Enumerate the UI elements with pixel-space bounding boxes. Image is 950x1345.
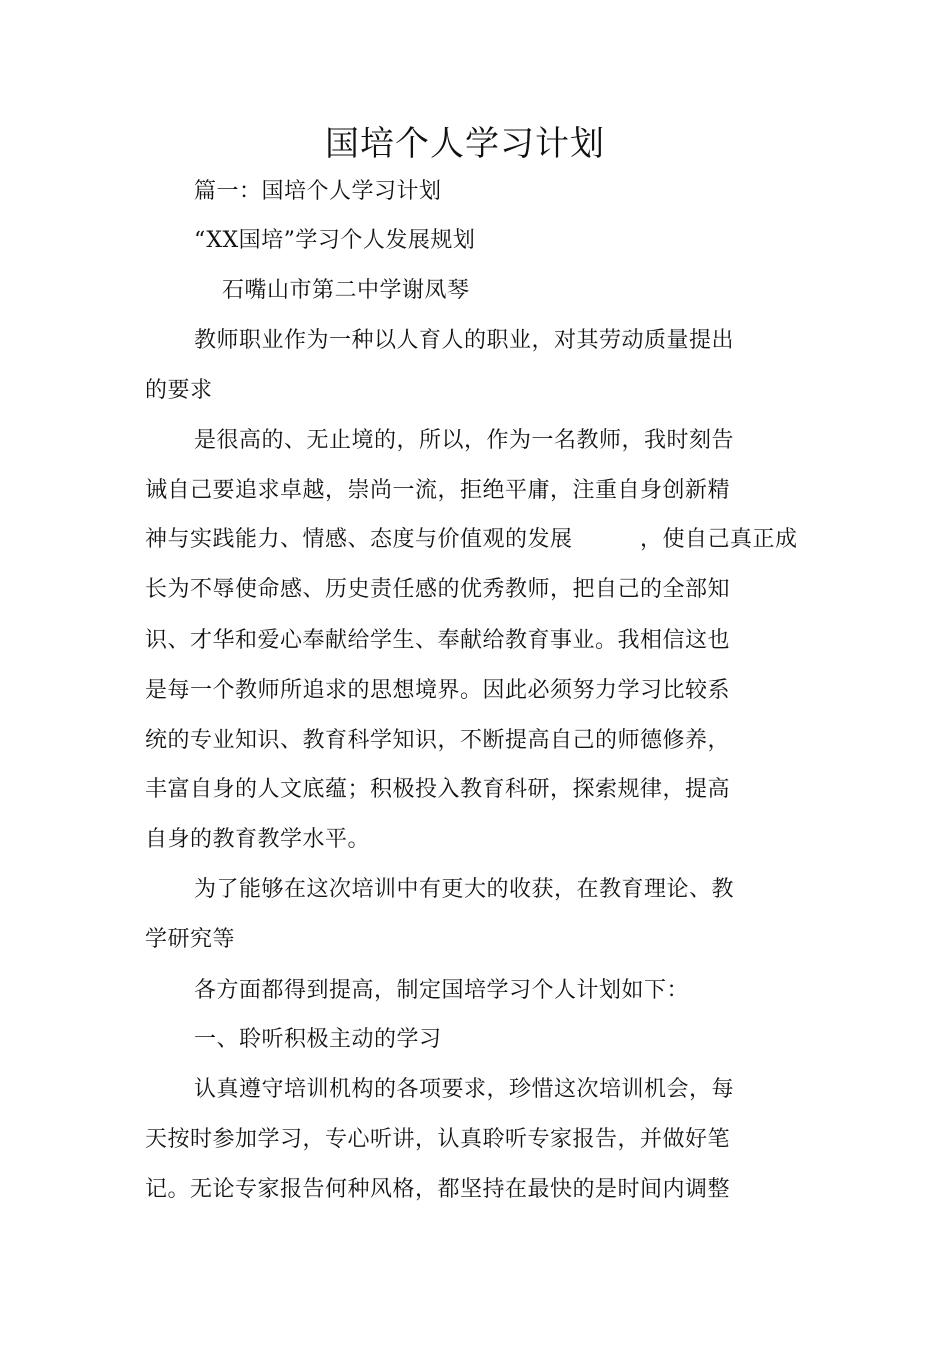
paragraph-line: 天按时参加学习，专心听讲，认真聆听专家报告，并做好笔	[145, 1127, 731, 1152]
paragraph-line: 统的专业知识、教育科学知识，不断提高自己的师德修养，	[145, 728, 731, 753]
paragraph-line: 为了能够在这次培训中有更大的收获，在教育理论、教	[194, 877, 735, 902]
section-heading: 篇一：国培个人学习计划	[194, 179, 442, 204]
paragraph-line: 学研究等	[145, 927, 236, 952]
author-line: 石嘴山市第二中学谢凤琴	[222, 278, 470, 303]
section-heading: 一、聆听积极主动的学习	[194, 1027, 442, 1052]
paragraph-line: 记。无论专家报告何种风格，都坚持在最快的是时间内调整	[145, 1177, 731, 1202]
paragraph-line: 诫自己要追求卓越，崇尚一流，拒绝平庸，注重自身创新精	[145, 478, 731, 503]
paragraph-line: 的要求	[145, 378, 213, 403]
paragraph-line: 自身的教育教学水平。	[145, 827, 371, 852]
paragraph-line: 认真遵守培训机构的各项要求，珍惜这次培训机会，每	[194, 1077, 735, 1102]
paragraph-line: 是很高的、无止境的，所以，作为一名教师，我时刻告	[194, 428, 735, 453]
document-title: 国培个人学习计划	[325, 124, 605, 164]
subtitle: “XX国培”学习个人发展规划	[194, 228, 476, 253]
paragraph-line: 是每一个教师所追求的思想境界。因此必须努力学习比较系	[145, 678, 731, 703]
paragraph-line: 神与实践能力、情感、态度与价值观的发展 ，使自己真正成	[145, 527, 798, 552]
paragraph-line: 识、才华和爱心奉献给学生、奉献给教育事业。我相信这也	[145, 628, 731, 653]
paragraph-line: 教师职业作为一种以人育人的职业，对其劳动质量提出	[194, 328, 735, 353]
paragraph-line: 各方面都得到提高，制定国培学习个人计划如下：	[194, 978, 690, 1003]
paragraph-line: 长为不辱使命感、历史责任感的优秀教师，把自己的全部知	[145, 577, 731, 602]
paragraph-line: 丰富自身的人文底蕴；积极投入教育科研，探索规律，提高	[145, 777, 731, 802]
